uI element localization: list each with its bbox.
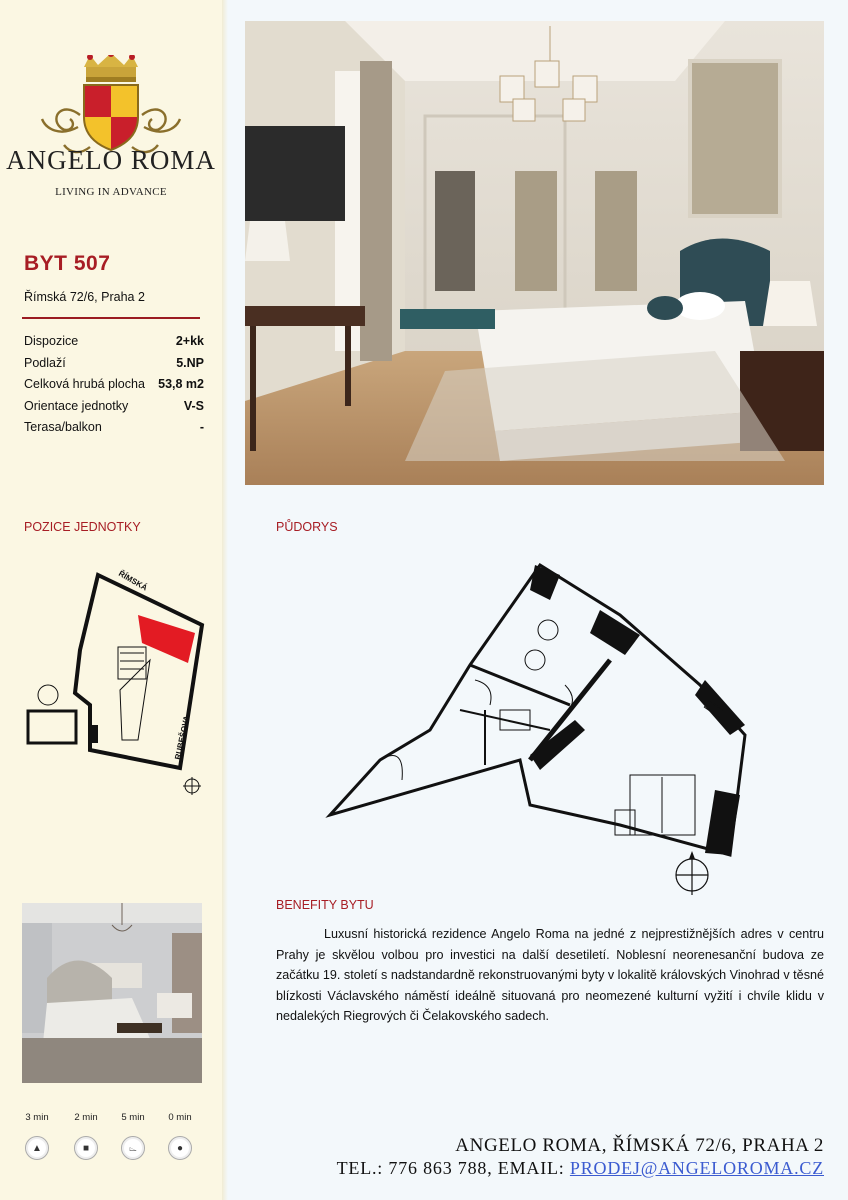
unit-title: BYT 507: [24, 252, 111, 275]
amenity-item: [14, 1110, 60, 1160]
tree-icon: ▲: [25, 1136, 49, 1160]
position-heading: POZICE JEDNOTKY: [24, 520, 141, 534]
spec-row: [24, 331, 204, 353]
crown-icon: [84, 55, 138, 82]
amenity-item: [157, 1110, 203, 1160]
spec-label: Podlaží: [24, 355, 66, 370]
amenity-time: 2 min: [74, 1112, 98, 1123]
spec-value: 2+kk: [175, 334, 204, 348]
street-label-rimska: ŘÍMSKÁ: [117, 568, 149, 593]
unit-address: Římská 72/6, Praha 2: [24, 290, 145, 304]
benefits-text: Luxusní historická rezidence Angelo Roma na jedné z nejprestižnějších adres v centru Prahy je skvělou volbou pro investici na další desetiletí. Noblesní neorenesanční budova ze začátku 19. století s nadstandardně rekonstruovanými byty v lokalitě královských Vinohrad v těsné blízkosti Václavského náměstí ideálně situovaná pro neomezené kulturní vyžití i chvíle klidu v nedalekých Riegrových či Čelakovského sadech.: [276, 927, 824, 1023]
spec-value: V-S: [183, 398, 204, 413]
spec-label: Orientace jednotky: [24, 398, 129, 413]
cart-icon: ⌳: [121, 1136, 145, 1160]
dot-icon: ●: [168, 1136, 192, 1160]
street-label-rubesova: RUBEŠOVA: [173, 714, 192, 761]
floor-plan: [320, 555, 760, 900]
amenities: [14, 1110, 214, 1170]
situation-plan: [20, 565, 210, 800]
brand-name: ANGELO ROMA: [6, 145, 216, 175]
amenity-time: 5 min: [121, 1112, 145, 1123]
spec-row: [24, 374, 204, 396]
angelo-roma-logo: [10, 55, 215, 205]
spec-row: [24, 396, 204, 418]
footer-phone: TEL.: 776 863 788, EMAIL:: [336, 1158, 570, 1178]
spec-label: Celková hrubá plocha: [24, 377, 145, 391]
spec-label: Dispozice: [24, 334, 79, 348]
footer-contact: [337, 1158, 824, 1179]
tram-icon: ■: [74, 1136, 98, 1160]
benefits-heading: BENEFITY BYTU: [276, 898, 374, 912]
interior-photo: [22, 903, 202, 1083]
spec-value: 53,8 m2: [158, 377, 204, 391]
amenity-time: 3 min: [25, 1112, 49, 1123]
sidebar-edge: [222, 0, 228, 1200]
spec-value: 5.NP: [176, 355, 204, 370]
footer-email-link[interactable]: PRODEJ@ANGELOROMA.CZ: [569, 1158, 824, 1178]
amenity-time: 0 min: [168, 1112, 192, 1123]
floorplan-heading: PŮDORYS: [276, 520, 338, 534]
spec-row: [24, 353, 204, 375]
divider: [22, 317, 200, 319]
spec-table: [24, 331, 204, 439]
bedroom-photo: [245, 21, 824, 485]
amenity-item: [110, 1110, 156, 1160]
amenity-item: [63, 1110, 109, 1160]
spec-value: -: [199, 420, 204, 434]
footer-address: ANGELO ROMA, ŘÍMSKÁ 72/6, PRAHA 2: [455, 1135, 824, 1156]
shield-icon: [84, 85, 138, 150]
spec-label: Terasa/balkon: [24, 420, 102, 434]
spec-row: [24, 417, 204, 439]
brand-tagline: LIVING IN ADVANCE: [55, 186, 167, 198]
